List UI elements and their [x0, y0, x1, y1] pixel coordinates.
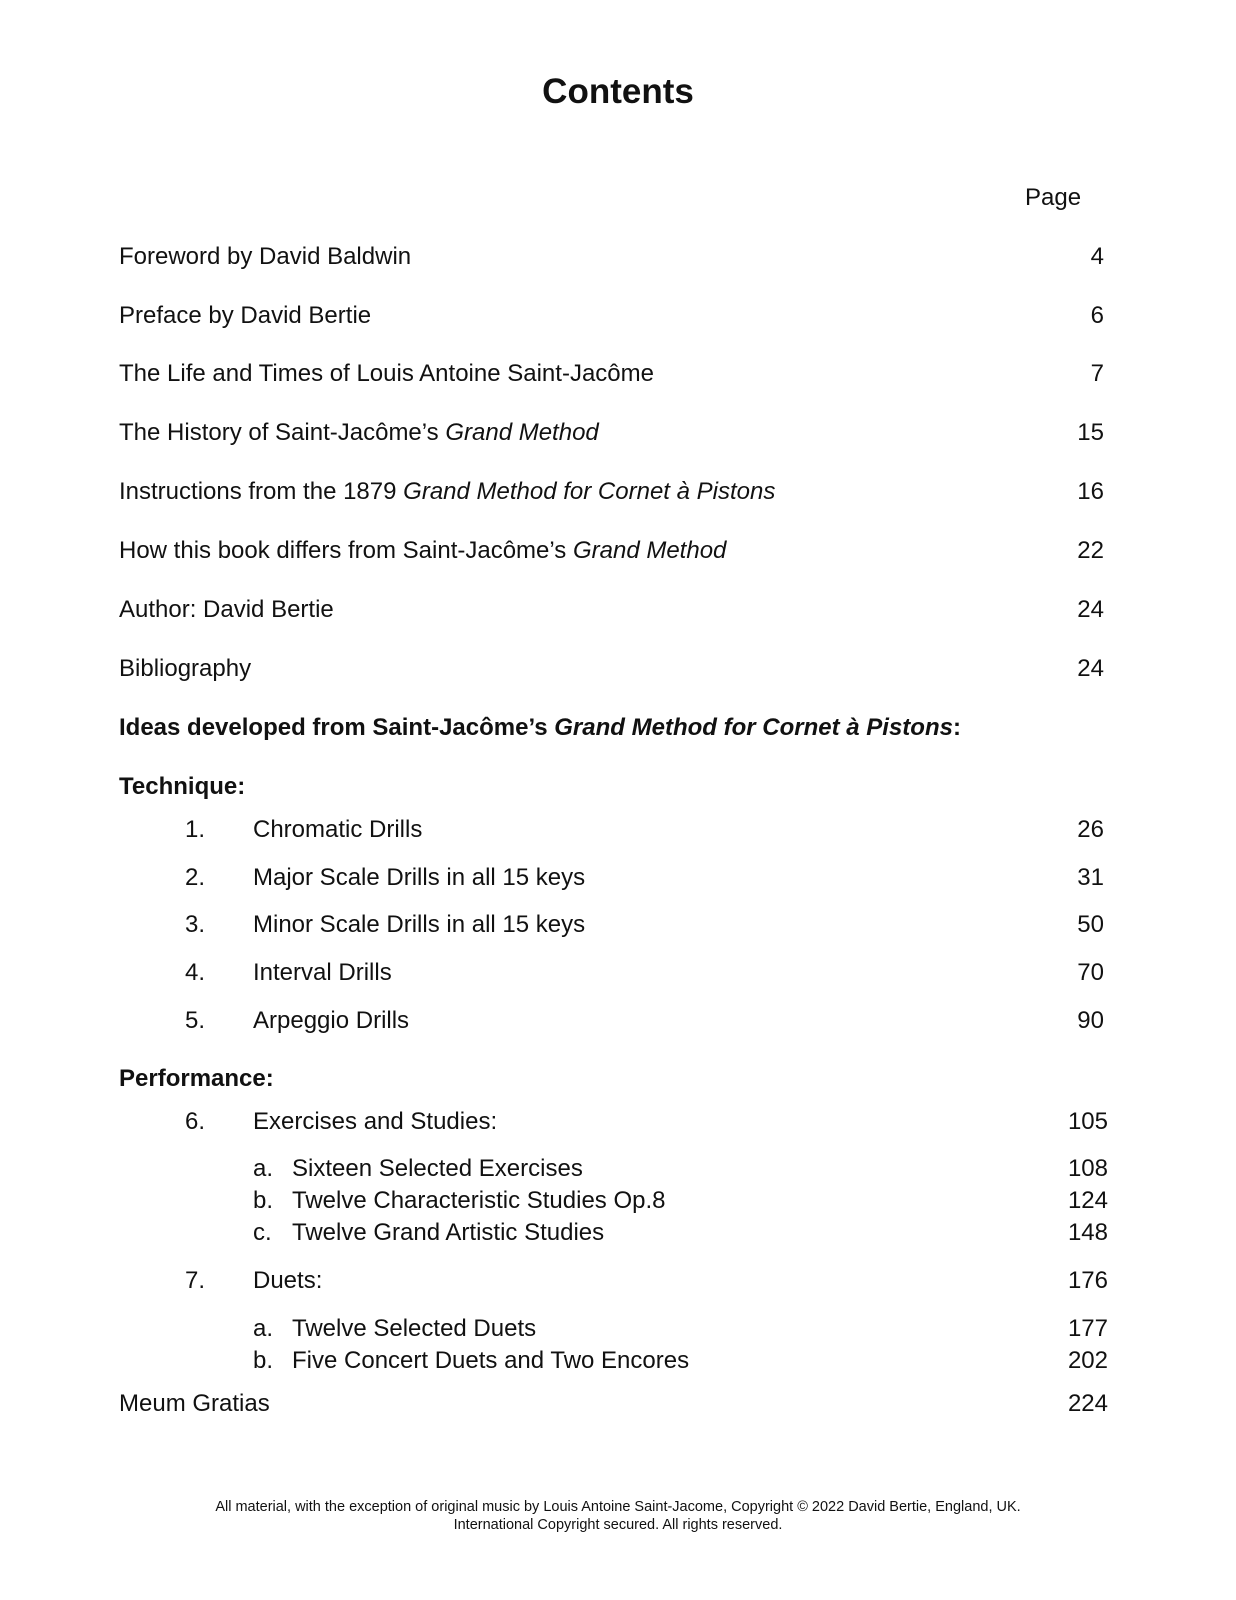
sub-item-page: 124	[1067, 1187, 1108, 1214]
ideas-heading-italic: Grand Method for Cornet à Pistons	[554, 714, 953, 741]
toc-entry-instructions[interactable]	[119, 478, 775, 506]
sub-item-page: 108	[1067, 1155, 1108, 1182]
entry-label: Author: David Bertie	[119, 596, 334, 623]
toc-entry-bibliography[interactable]	[119, 655, 251, 683]
item-page: 176	[1067, 1267, 1108, 1294]
page-column-header: Page	[1025, 184, 1082, 211]
entry-page: 4	[1090, 243, 1104, 270]
technique-item-label[interactable]: Major Scale Drills in all 15 keys	[253, 864, 586, 891]
item-number: 3.	[185, 911, 206, 938]
technique-item-label[interactable]: Minor Scale Drills in all 15 keys	[253, 911, 586, 938]
entry-label-italic: Grand Method for Cornet à Pistons	[403, 478, 776, 505]
sub-item-page: 202	[1067, 1347, 1108, 1374]
sub-letter: b.	[253, 1187, 274, 1214]
page-title: Contents	[542, 72, 694, 111]
technique-item-label[interactable]: Interval Drills	[253, 959, 392, 986]
sub-item-label[interactable]: Twelve Characteristic Studies Op.8	[292, 1187, 666, 1214]
toc-entry-how-differs[interactable]	[119, 537, 726, 565]
sub-item-label[interactable]: Five Concert Duets and Two Encores	[292, 1347, 690, 1374]
footer-line-1: All material, with the exception of original music by Louis Antoine Saint-Jacome, Copyright © 2022 David Bertie, England, UK.	[215, 1499, 1021, 1515]
closing-page: 224	[1067, 1390, 1108, 1417]
performance-heading: Performance:	[119, 1065, 274, 1092]
ideas-heading	[119, 714, 961, 742]
sub-item-label[interactable]: Sixteen Selected Exercises	[292, 1155, 583, 1182]
entry-label: Preface by David Bertie	[119, 302, 372, 329]
entry-label: How this book differs from Saint-Jacôme’s	[119, 537, 573, 564]
entry-label: The History of Saint-Jacôme’s	[119, 419, 446, 446]
entry-page: 24	[1077, 596, 1104, 623]
entry-label: Instructions from the 1879	[119, 478, 404, 505]
sub-item-label[interactable]: Twelve Grand Artistic Studies	[292, 1219, 605, 1246]
sub-letter: a.	[253, 1315, 274, 1342]
performance-item-label[interactable]: Duets:	[253, 1267, 323, 1294]
sub-item-label[interactable]: Twelve Selected Duets	[292, 1315, 537, 1342]
footer-line-2: International Copyright secured. All rights reserved.	[453, 1517, 783, 1533]
ideas-heading-text: Ideas developed from Saint-Jacôme’s	[119, 714, 555, 741]
item-number: 4.	[185, 959, 206, 986]
entry-label: The Life and Times of Louis Antoine Saint-Jacôme	[119, 360, 654, 387]
performance-item-label[interactable]: Exercises and Studies:	[253, 1108, 498, 1135]
copyright-footer	[0, 1498, 1236, 1534]
entry-page: 15	[1077, 419, 1104, 446]
item-page: 70	[1077, 959, 1104, 986]
toc-entry-author[interactable]	[119, 596, 334, 624]
ideas-heading-colon: :	[952, 714, 961, 741]
toc-entry-foreword[interactable]	[119, 243, 411, 271]
sub-letter: a.	[253, 1155, 274, 1182]
toc-entry-preface[interactable]	[119, 302, 371, 330]
technique-item-label[interactable]: Arpeggio Drills	[253, 1007, 410, 1034]
entry-label-italic: Grand Method	[445, 419, 599, 446]
item-number: 6.	[185, 1108, 206, 1135]
item-number: 1.	[185, 816, 206, 843]
sub-letter: c.	[253, 1219, 272, 1246]
technique-item-label[interactable]: Chromatic Drills	[253, 816, 423, 843]
entry-page: 24	[1077, 655, 1104, 682]
toc-entry-life-and-times[interactable]	[119, 360, 654, 388]
entry-label: Foreword by David Baldwin	[119, 243, 412, 270]
item-number: 2.	[185, 864, 206, 891]
entry-label: Bibliography	[119, 655, 252, 682]
entry-page: 6	[1090, 302, 1104, 329]
sub-letter: b.	[253, 1347, 274, 1374]
entry-page: 16	[1077, 478, 1104, 505]
entry-page: 7	[1090, 360, 1104, 387]
item-page: 31	[1077, 864, 1104, 891]
item-page: 26	[1077, 816, 1104, 843]
item-page: 105	[1067, 1108, 1108, 1135]
toc-entry-history[interactable]	[119, 419, 599, 447]
entry-page: 22	[1077, 537, 1104, 564]
sub-item-page: 148	[1067, 1219, 1108, 1246]
item-page: 90	[1077, 1007, 1104, 1034]
item-number: 7.	[185, 1267, 206, 1294]
item-page: 50	[1077, 911, 1104, 938]
sub-item-page: 177	[1067, 1315, 1108, 1342]
technique-heading: Technique:	[119, 773, 246, 800]
toc-entry-meum-gratias[interactable]: Meum Gratias	[119, 1390, 270, 1417]
item-number: 5.	[185, 1007, 206, 1034]
entry-label-italic: Grand Method	[572, 537, 727, 564]
